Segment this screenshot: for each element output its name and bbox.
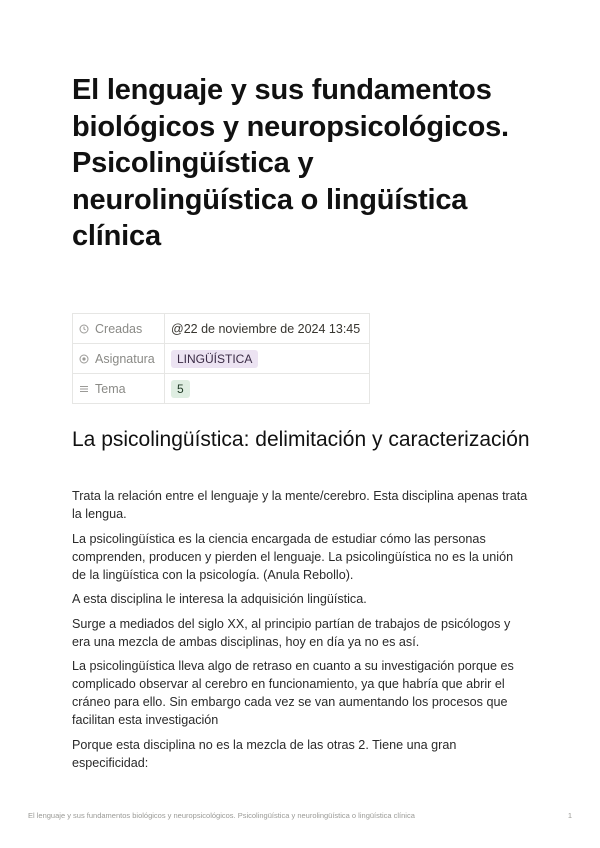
subject-tag[interactable]: LINGÜÍSTICA [171,350,258,368]
footer-text: El lenguaje y sus fundamentos biológicos y neuropsicológicos. Psicolingüística y neurolingüística o lingüística clínica [28,811,415,820]
paragraph: La psicolingüística lleva algo de retraso en cuanto a su investigación porque es complicado observar al cerebro en funcionamiento, ya que habría que abrir el cráneo para ello. Sin embargo cada vez se van aumentando los procesos que facilitan esta investigación [72,659,514,727]
property-row-created [73,314,370,344]
property-value-subject [165,344,370,374]
list-icon [79,384,89,394]
property-row-subject [73,344,370,374]
page-footer [28,811,572,820]
paragraph: La psicolingüística es la ciencia encargada de estudiar cómo las personas comprenden, producen y pierden el lenguaje. La psicolingüística no es la unión de la lingüística con la psicología. (Anula Rebollo). [72,531,514,582]
property-value-topic [165,374,370,404]
paragraph: Porque esta disciplina no es la mezcla de las otras 2. Tiene una gran especificidad: [72,737,457,770]
property-key: Creadas [73,314,165,344]
topic-tag[interactable]: 5 [171,380,190,398]
page-title: El lenguaje y sus fundamentos biológicos y neuropsicológicos. Psicolingüística y neurolingüística o lingüística clínica [72,74,509,252]
body-text [72,487,530,778]
paragraph: Trata la relación entre el lenguaje y la mente/cerebro. Esta disciplina apenas trata la lengua. [72,489,528,521]
property-key: Tema [73,374,165,404]
target-icon [79,354,89,364]
property-value-created: @22 de noviembre de 2024 13:45 [165,314,370,344]
property-row-topic [73,374,370,404]
section-heading: La psicolingüística: delimitación y caracterización [72,428,530,451]
property-key: Asignatura [73,344,165,374]
properties-table [72,313,370,404]
page-number: 1 [567,811,572,820]
paragraph: A esta disciplina le interesa la adquisición lingüística. [72,592,367,606]
paragraph: Surge a mediados del siglo XX, al principio partían de trabajos de psicólogos y era una mezcla de ambas disciplinas, hoy en día ya no es así. [72,616,511,649]
clock-icon [79,324,89,334]
